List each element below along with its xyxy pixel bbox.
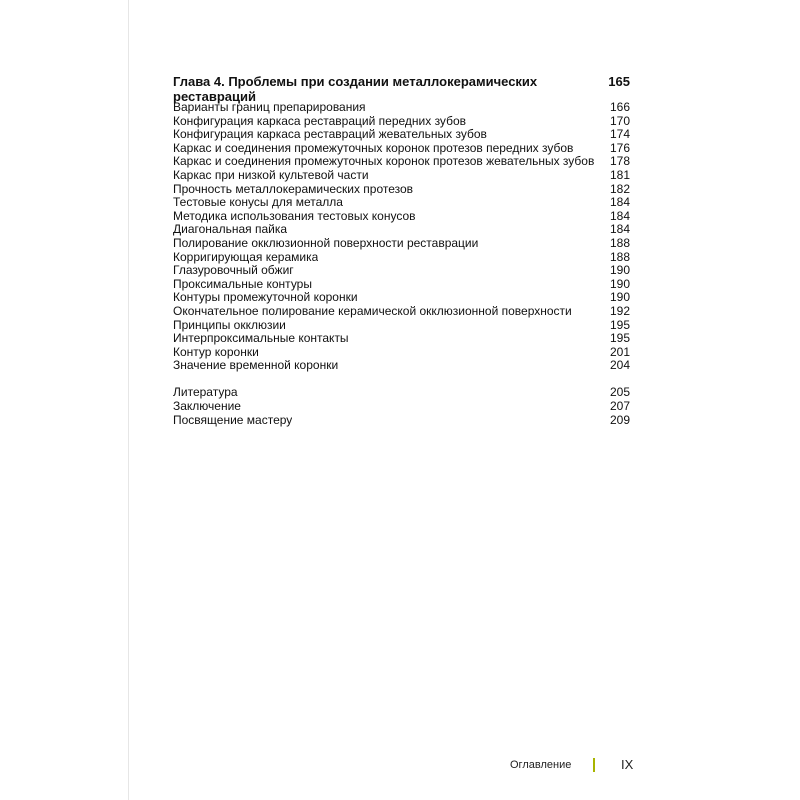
toc-entry-page: 184: [609, 208, 630, 223]
toc-entry-title: Контур коронки: [173, 345, 259, 359]
toc-entry[interactable]: [173, 305, 630, 319]
toc-entry-title: Методика использования тестовых конусов: [173, 209, 416, 223]
toc-entry-title: Тестовые конусы для металла: [173, 196, 343, 210]
toc-entry-page: 190: [609, 263, 630, 278]
chapter-title: Глава 4. Проблемы при создании металлокерамических реставраций: [173, 74, 538, 104]
toc-entry-page: 166: [609, 100, 630, 114]
toc-entry-title: Каркас при низкой культевой части: [173, 168, 369, 182]
back-matter-entry[interactable]: [173, 386, 630, 400]
toc-entry-page: 201: [609, 344, 630, 359]
toc-entry[interactable]: [173, 332, 630, 346]
toc-entries: [173, 101, 630, 373]
toc-entry[interactable]: [173, 319, 630, 333]
toc-entry-title: Каркас и соединения промежуточных коронок протезов жевательных зубов: [173, 155, 595, 169]
toc-entry[interactable]: [173, 291, 630, 305]
toc-entry-title: Глазуровочный обжиг: [173, 264, 294, 278]
toc-entry-page: 188: [609, 249, 630, 264]
toc-entry-page: 204: [609, 358, 630, 373]
toc-entry-page: 178: [609, 154, 630, 169]
toc-entry-title: Диагональная пайка: [173, 223, 288, 237]
back-matter-page: 205: [609, 385, 630, 400]
toc-entry-page: 195: [609, 317, 630, 332]
chapter-heading[interactable]: [173, 74, 630, 104]
toc-entry-title: Корригирующая керамика: [173, 250, 319, 264]
toc-entry-page: 176: [609, 140, 630, 155]
toc-entry-title: Принципы окклюзии: [173, 318, 286, 332]
toc-entry-page: 188: [609, 235, 630, 250]
back-matter-entries: [173, 386, 630, 427]
toc-entry-title: Проксимальные контуры: [173, 277, 312, 291]
toc-entry-title: Прочность металлокерамических протезов: [173, 182, 414, 196]
toc-entry-page: 190: [609, 276, 630, 291]
back-matter-entry[interactable]: [173, 414, 630, 428]
toc-entry-page: 192: [609, 303, 630, 318]
toc-entry[interactable]: [173, 237, 630, 251]
back-matter-page: 209: [609, 412, 630, 427]
page-edge-line: [128, 0, 129, 800]
footer-page-number: IX: [621, 757, 634, 772]
toc-entry-page: 174: [609, 127, 630, 142]
section-gap: [173, 373, 630, 387]
back-matter-title: Заключение: [173, 400, 241, 414]
back-matter-title: Литература: [173, 386, 238, 400]
footer-divider: [593, 758, 595, 772]
toc-entry[interactable]: [173, 155, 630, 169]
toc-entry-title: Конфигурация каркаса реставраций жевательных зубов: [173, 128, 487, 142]
toc-entry[interactable]: [173, 128, 630, 142]
toc-entry-page: 190: [609, 290, 630, 305]
toc-entry-page: 182: [609, 181, 630, 196]
toc-entry-title: Варианты границ препарирования: [173, 101, 366, 114]
table-of-contents: [173, 74, 630, 427]
toc-entry-title: Каркас и соединения промежуточных коронок протезов передних зубов: [173, 141, 574, 155]
toc-entry[interactable]: [173, 278, 630, 292]
back-matter-page: 207: [609, 399, 630, 414]
footer-section-label: Оглавление: [510, 759, 572, 771]
toc-entry-title: Полирование окклюзионной поверхности реставрации: [173, 236, 479, 250]
toc-entry-title: Окончательное полирование керамической окклюзионной поверхности: [173, 304, 572, 318]
back-matter-title: Посвящение мастеру: [173, 413, 293, 427]
toc-entry-page: 181: [609, 167, 630, 182]
page-footer: [510, 757, 650, 775]
toc-entry[interactable]: [173, 115, 630, 129]
toc-entry[interactable]: [173, 210, 630, 224]
toc-entry-title: Значение временной коронки: [173, 359, 339, 373]
toc-entry[interactable]: [173, 196, 630, 210]
toc-entry[interactable]: [173, 169, 630, 183]
toc-entry-page: 170: [609, 113, 630, 128]
toc-entry[interactable]: [173, 251, 630, 265]
toc-entry[interactable]: [173, 142, 630, 156]
toc-entry[interactable]: [173, 183, 630, 197]
toc-entry[interactable]: [173, 264, 630, 278]
toc-entry-page: 184: [609, 222, 630, 237]
toc-entry[interactable]: [173, 346, 630, 360]
back-matter-entry[interactable]: [173, 400, 630, 414]
chapter-page: 165: [608, 74, 630, 89]
toc-entry-page: 195: [609, 331, 630, 346]
toc-entry-title: Конфигурация каркаса реставраций передних зубов: [173, 114, 466, 128]
toc-entry-title: Интерпроксимальные контакты: [173, 332, 349, 346]
toc-entry[interactable]: [173, 359, 630, 373]
toc-entry[interactable]: [173, 223, 630, 237]
toc-entry-title: Контуры промежуточной коронки: [173, 291, 358, 305]
toc-entry-page: 184: [609, 195, 630, 210]
